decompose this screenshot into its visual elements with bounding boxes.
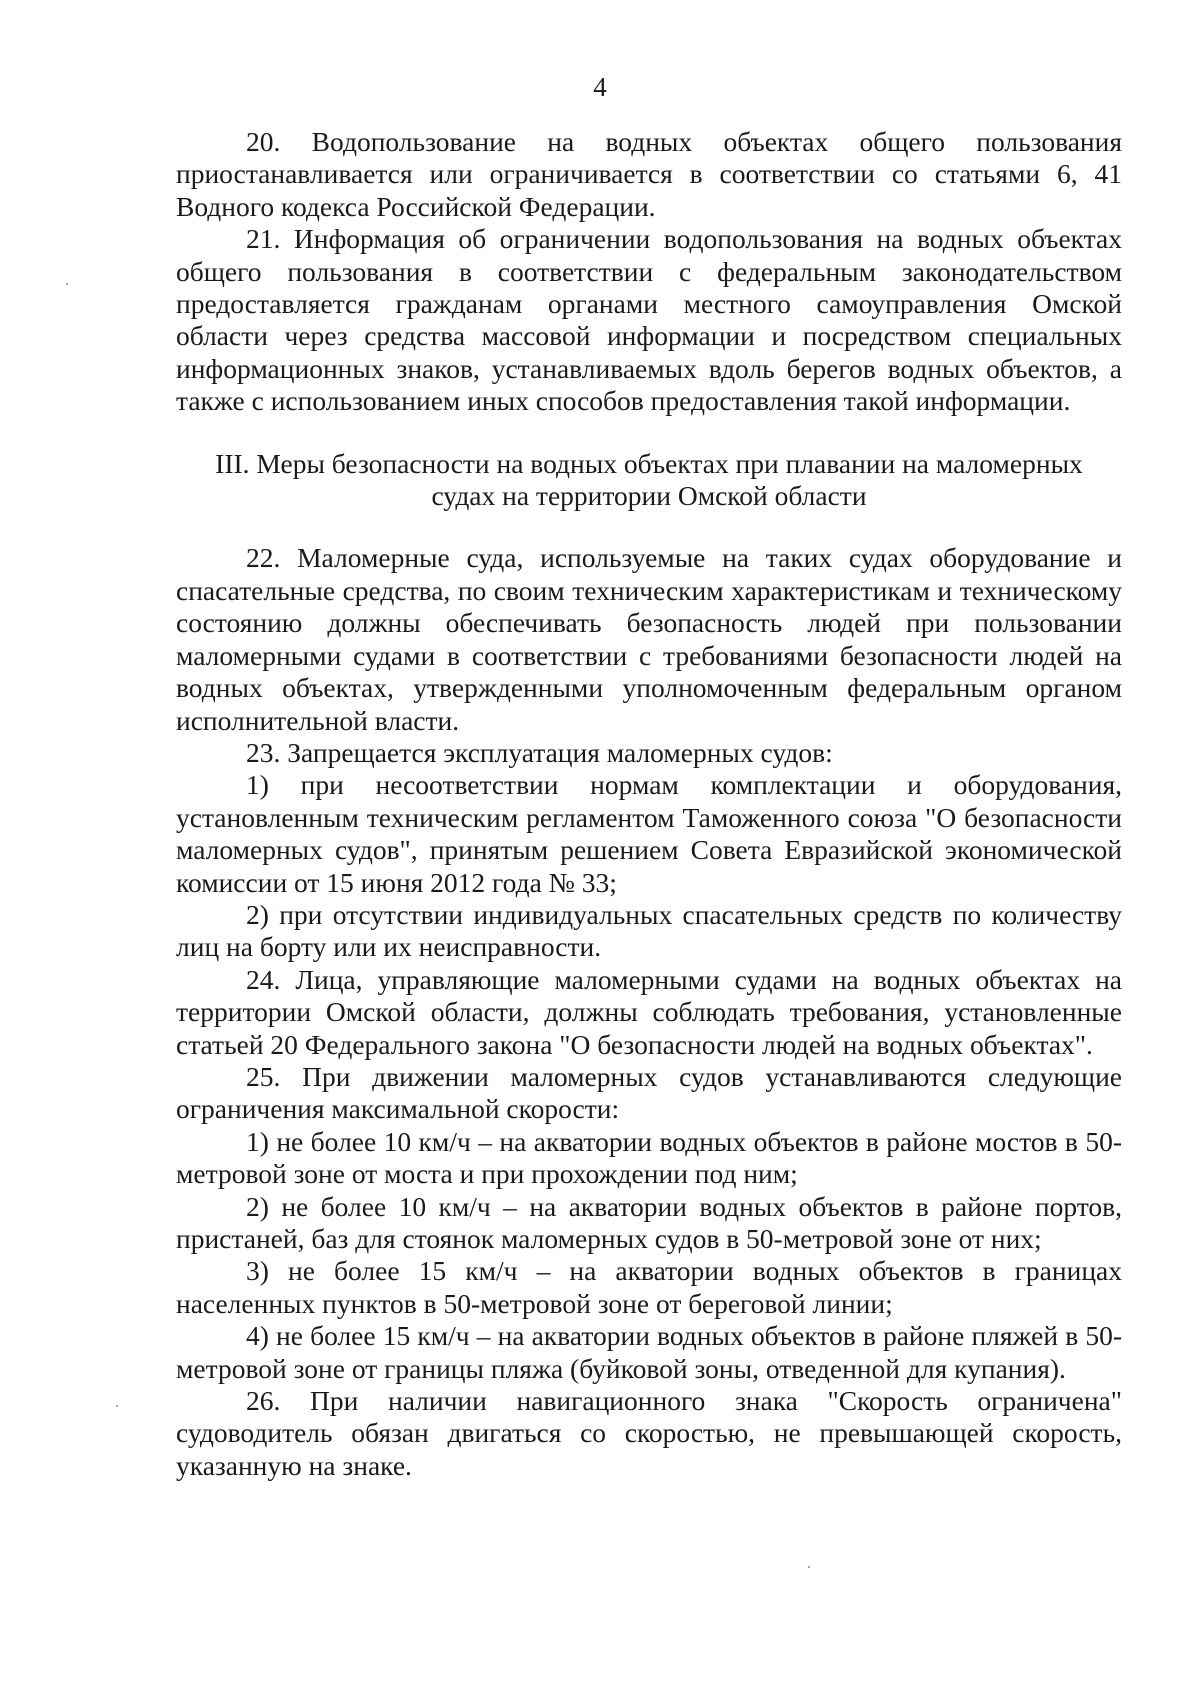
paragraph-25-item-1: 1) не более 10 км/ч – на акватории водных объектов в районе мостов в 50-метровой зоне от моста и при прохождении под ним; (176, 1125, 1122, 1190)
paragraph-25-item-2: 2) не более 10 км/ч – на акватории водных объектов в районе портов, пристаней, баз для стоянок маломерных судов в 50-метровой зоне от них; (176, 1190, 1122, 1254)
scan-speck (116, 1405, 118, 1407)
paragraph-25: 25. При движении маломерных судов устанавливаются следующие ограничения максимальной скорости: (176, 1060, 1122, 1125)
paragraph-23: 23. Запрещается эксплуатация маломерных судов: (246, 736, 833, 768)
paragraph-25-item-4: 4) не более 15 км/ч – на акватории водных объектов в районе пляжей в 50-метровой зоне от границы пляжа (буйковой зоны, отведенной для купания). (176, 1320, 1122, 1384)
paragraph-21: 21. Информация об ограничении водопользования на водных объектах общего пользования в соответствии с федеральным законодательством предоставляется гражданам органами местного самоуправления Омской области через средства массовой информации и посредством специальных информационных знаков, устанавливаемых вдоль берегов водных объектов, а также с использованием иных способов предоставления такой информации. (176, 223, 1122, 417)
document-body (176, 126, 1122, 1482)
spacer (176, 418, 1122, 448)
paragraph-20: 20. Водопользование на водных объектах общего пользования приостанавливается или ограничивается в соответствии со статьями 6, 41 Водного кодекса Российской Федерации. (176, 126, 1122, 222)
paragraph-23-item-1: 1) при несоответствии нормам комплектации и оборудования, установленным техническим регламентом Таможенного союза "О безопасности маломерных судов", принятым решением Совета Евразийской экономической комиссии от 15 июня 2012 года № 33; (176, 769, 1122, 898)
paragraph-24: 24. Лица, управляющие маломерными судами на водных объектах на территории Омской области, должны соблюдать требования, установленные статьей 20 Федерального закона "О безопасности людей на водных объектах". (176, 963, 1122, 1060)
page-number: 4 (593, 72, 607, 102)
paragraph-26: 26. При наличии навигационного знака "Скорость ограничена" судоводитель обязан двигаться со скоростью, не превышающей скорость, указанную на знаке. (176, 1385, 1122, 1481)
spacer (176, 512, 1122, 542)
scan-speck (808, 1566, 810, 1568)
paragraph-25-item-3: 3) не более 15 км/ч – на акватории водных объектов в границах населенных пунктов в 50-метровой зоне от береговой линии; (176, 1255, 1122, 1319)
section-heading: III. Меры безопасности на водных объектах при плавании на маломерных судах на территории Омской области (215, 447, 1083, 512)
paragraph-22: 22. Маломерные суда, используемые на таких судах оборудование и спасательные средства, по своим техническим характеристикам и техническому состоянию должны обеспечивать безопасность людей при пользовании маломерными судами в соответствии с требованиями безопасности людей на водных объектах, утвержденными уполномоченным федеральным органом исполнительной власти. (176, 542, 1122, 736)
paragraph-23-item-2: 2) при отсутствии индивидуальных спасательных средств по количеству лиц на борту или их неисправности. (176, 898, 1122, 963)
scan-speck (66, 283, 68, 285)
